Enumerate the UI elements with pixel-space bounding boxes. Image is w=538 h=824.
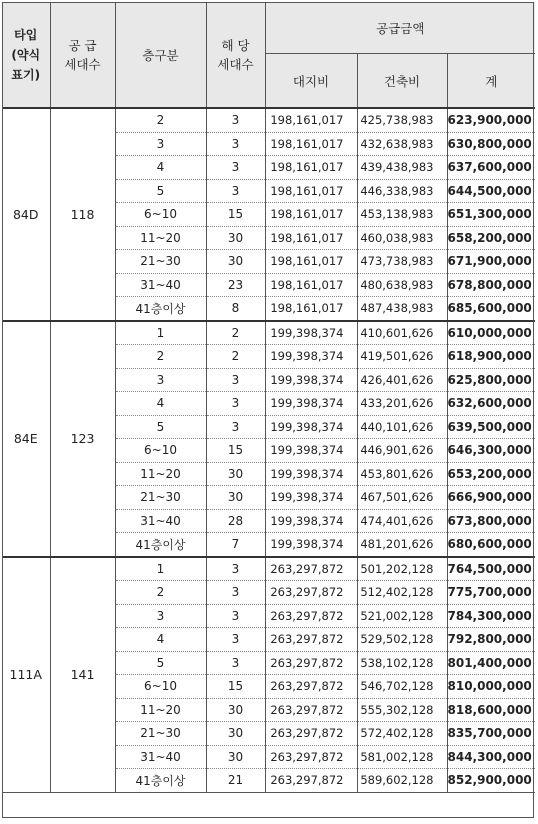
total-price-cell: 618,900,000 — [447, 345, 535, 369]
building-price-cell: 410,601,626 — [357, 321, 447, 345]
header-building: 건축비 — [357, 54, 447, 109]
floor-cell: 5 — [115, 415, 206, 439]
building-price-cell: 501,202,128 — [357, 557, 447, 581]
building-price-cell: 512,402,128 — [357, 581, 447, 605]
building-price-cell: 453,801,626 — [357, 462, 447, 486]
building-price-cell: 425,738,983 — [357, 108, 447, 132]
building-price-cell: 419,501,626 — [357, 345, 447, 369]
total-price-cell: 810,000,000 — [447, 675, 535, 699]
total-price-cell: 666,900,000 — [447, 486, 535, 510]
supply-units-cell: 118 — [50, 108, 115, 321]
table-body — [2, 108, 535, 792]
floor-cell: 4 — [115, 156, 206, 180]
land-price-cell: 263,297,872 — [265, 651, 357, 675]
building-price-cell: 589,602,128 — [357, 769, 447, 793]
total-price-cell: 646,300,000 — [447, 439, 535, 463]
floor-cell: 21~30 — [115, 486, 206, 510]
floor-cell: 4 — [115, 392, 206, 416]
land-price-cell: 198,161,017 — [265, 250, 357, 274]
building-price-cell: 446,901,626 — [357, 439, 447, 463]
land-price-cell: 199,398,374 — [265, 368, 357, 392]
total-price-cell: 784,300,000 — [447, 604, 535, 628]
header-price: 공급금액 — [265, 2, 535, 54]
units-cell: 28 — [206, 509, 265, 533]
units-cell: 30 — [206, 226, 265, 250]
building-price-cell: 439,438,983 — [357, 156, 447, 180]
land-price-cell: 198,161,017 — [265, 156, 357, 180]
building-price-cell: 487,438,983 — [357, 297, 447, 321]
units-cell: 21 — [206, 769, 265, 793]
floor-cell: 5 — [115, 179, 206, 203]
units-cell: 30 — [206, 745, 265, 769]
total-price-cell: 678,800,000 — [447, 273, 535, 297]
floor-cell: 21~30 — [115, 250, 206, 274]
total-price-cell: 818,600,000 — [447, 698, 535, 722]
building-price-cell: 572,402,128 — [357, 722, 447, 746]
units-cell: 30 — [206, 486, 265, 510]
units-cell: 15 — [206, 675, 265, 699]
units-cell: 3 — [206, 415, 265, 439]
total-price-cell: 639,500,000 — [447, 415, 535, 439]
building-price-cell: 426,401,626 — [357, 368, 447, 392]
units-cell: 3 — [206, 132, 265, 156]
floor-cell: 4 — [115, 628, 206, 652]
building-price-cell: 467,501,626 — [357, 486, 447, 510]
total-price-cell: 792,800,000 — [447, 628, 535, 652]
land-price-cell: 198,161,017 — [265, 297, 357, 321]
floor-cell: 11~20 — [115, 226, 206, 250]
units-cell: 30 — [206, 698, 265, 722]
floor-cell: 11~20 — [115, 698, 206, 722]
total-price-cell: 623,900,000 — [447, 108, 535, 132]
floor-cell: 41층이상 — [115, 769, 206, 793]
floor-cell: 1 — [115, 557, 206, 581]
total-price-cell: 685,600,000 — [447, 297, 535, 321]
land-price-cell: 263,297,872 — [265, 745, 357, 769]
land-price-cell: 199,398,374 — [265, 509, 357, 533]
building-price-cell: 581,002,128 — [357, 745, 447, 769]
land-price-cell: 198,161,017 — [265, 226, 357, 250]
land-price-cell: 199,398,374 — [265, 533, 357, 557]
table-row — [2, 321, 535, 345]
units-cell: 2 — [206, 321, 265, 345]
table-header — [2, 2, 535, 108]
units-cell: 3 — [206, 156, 265, 180]
land-price-cell: 263,297,872 — [265, 557, 357, 581]
total-price-cell: 775,700,000 — [447, 581, 535, 605]
units-cell: 30 — [206, 250, 265, 274]
total-price-cell: 630,800,000 — [447, 132, 535, 156]
building-price-cell: 432,638,983 — [357, 132, 447, 156]
building-price-cell: 555,302,128 — [357, 698, 447, 722]
units-cell: 3 — [206, 179, 265, 203]
land-price-cell: 198,161,017 — [265, 273, 357, 297]
total-price-cell: 680,600,000 — [447, 533, 535, 557]
total-price-cell: 844,300,000 — [447, 745, 535, 769]
land-price-cell: 198,161,017 — [265, 132, 357, 156]
header-floor: 층구분 — [115, 2, 206, 108]
land-price-cell: 263,297,872 — [265, 722, 357, 746]
floor-cell: 6~10 — [115, 203, 206, 227]
total-price-cell: 671,900,000 — [447, 250, 535, 274]
land-price-cell: 199,398,374 — [265, 462, 357, 486]
supply-units-cell: 123 — [50, 321, 115, 557]
total-price-cell: 632,600,000 — [447, 392, 535, 416]
floor-cell: 11~20 — [115, 462, 206, 486]
units-cell: 8 — [206, 297, 265, 321]
supply-units-cell: 141 — [50, 557, 115, 793]
table-row — [2, 557, 535, 581]
land-price-cell: 199,398,374 — [265, 392, 357, 416]
land-price-cell: 263,297,872 — [265, 628, 357, 652]
building-price-cell: 474,401,626 — [357, 509, 447, 533]
floor-cell: 6~10 — [115, 675, 206, 699]
units-cell: 3 — [206, 628, 265, 652]
units-cell: 2 — [206, 345, 265, 369]
floor-cell: 31~40 — [115, 745, 206, 769]
land-price-cell: 263,297,872 — [265, 769, 357, 793]
total-price-cell: 651,300,000 — [447, 203, 535, 227]
total-price-cell: 653,200,000 — [447, 462, 535, 486]
building-price-cell: 453,138,983 — [357, 203, 447, 227]
building-price-cell: 480,638,983 — [357, 273, 447, 297]
floor-cell: 2 — [115, 345, 206, 369]
building-price-cell: 460,038,983 — [357, 226, 447, 250]
building-price-cell: 433,201,626 — [357, 392, 447, 416]
units-cell: 30 — [206, 722, 265, 746]
land-price-cell: 199,398,374 — [265, 345, 357, 369]
land-price-cell: 263,297,872 — [265, 604, 357, 628]
building-price-cell: 546,702,128 — [357, 675, 447, 699]
land-price-cell: 263,297,872 — [265, 698, 357, 722]
land-price-cell: 198,161,017 — [265, 108, 357, 132]
type-cell: 111A — [2, 557, 50, 793]
floor-cell: 3 — [115, 368, 206, 392]
building-price-cell: 521,002,128 — [357, 604, 447, 628]
land-price-cell: 199,398,374 — [265, 321, 357, 345]
building-price-cell: 529,502,128 — [357, 628, 447, 652]
building-price-cell: 446,338,983 — [357, 179, 447, 203]
floor-cell: 31~40 — [115, 273, 206, 297]
units-cell: 15 — [206, 439, 265, 463]
land-price-cell: 198,161,017 — [265, 179, 357, 203]
units-cell: 3 — [206, 581, 265, 605]
land-price-cell: 199,398,374 — [265, 439, 357, 463]
total-price-cell: 852,900,000 — [447, 769, 535, 793]
table-row — [2, 108, 535, 132]
units-cell: 3 — [206, 604, 265, 628]
total-price-cell: 625,800,000 — [447, 368, 535, 392]
land-price-cell: 199,398,374 — [265, 415, 357, 439]
units-cell: 3 — [206, 368, 265, 392]
floor-cell: 1 — [115, 321, 206, 345]
land-price-cell: 199,398,374 — [265, 486, 357, 510]
floor-cell: 5 — [115, 651, 206, 675]
land-price-cell: 263,297,872 — [265, 675, 357, 699]
building-price-cell: 473,738,983 — [357, 250, 447, 274]
units-cell: 3 — [206, 108, 265, 132]
supply-price-table — [2, 2, 535, 793]
floor-cell: 41층이상 — [115, 533, 206, 557]
floor-cell: 31~40 — [115, 509, 206, 533]
floor-cell: 21~30 — [115, 722, 206, 746]
floor-cell: 3 — [115, 132, 206, 156]
total-price-cell: 764,500,000 — [447, 557, 535, 581]
total-price-cell: 673,800,000 — [447, 509, 535, 533]
total-price-cell: 835,700,000 — [447, 722, 535, 746]
units-cell: 30 — [206, 462, 265, 486]
type-cell: 84D — [2, 108, 50, 321]
units-cell: 23 — [206, 273, 265, 297]
building-price-cell: 440,101,626 — [357, 415, 447, 439]
header-type: 타입 (약식 표기) — [2, 2, 50, 108]
units-cell: 15 — [206, 203, 265, 227]
floor-cell: 2 — [115, 108, 206, 132]
total-price-cell: 610,000,000 — [447, 321, 535, 345]
header-units: 해 당 세대수 — [206, 2, 265, 108]
building-price-cell: 538,102,128 — [357, 651, 447, 675]
land-price-cell: 198,161,017 — [265, 203, 357, 227]
floor-cell: 3 — [115, 604, 206, 628]
total-price-cell: 801,400,000 — [447, 651, 535, 675]
units-cell: 3 — [206, 557, 265, 581]
floor-cell: 2 — [115, 581, 206, 605]
building-price-cell: 481,201,626 — [357, 533, 447, 557]
header-total: 계 — [447, 54, 535, 109]
type-cell: 84E — [2, 321, 50, 557]
land-price-cell: 263,297,872 — [265, 581, 357, 605]
floor-cell: 41층이상 — [115, 297, 206, 321]
units-cell: 3 — [206, 651, 265, 675]
total-price-cell: 637,600,000 — [447, 156, 535, 180]
header-supply-units: 공 급 세대수 — [50, 2, 115, 108]
total-price-cell: 644,500,000 — [447, 179, 535, 203]
units-cell: 3 — [206, 392, 265, 416]
floor-cell: 6~10 — [115, 439, 206, 463]
total-price-cell: 658,200,000 — [447, 226, 535, 250]
units-cell: 7 — [206, 533, 265, 557]
header-land: 대지비 — [265, 54, 357, 109]
